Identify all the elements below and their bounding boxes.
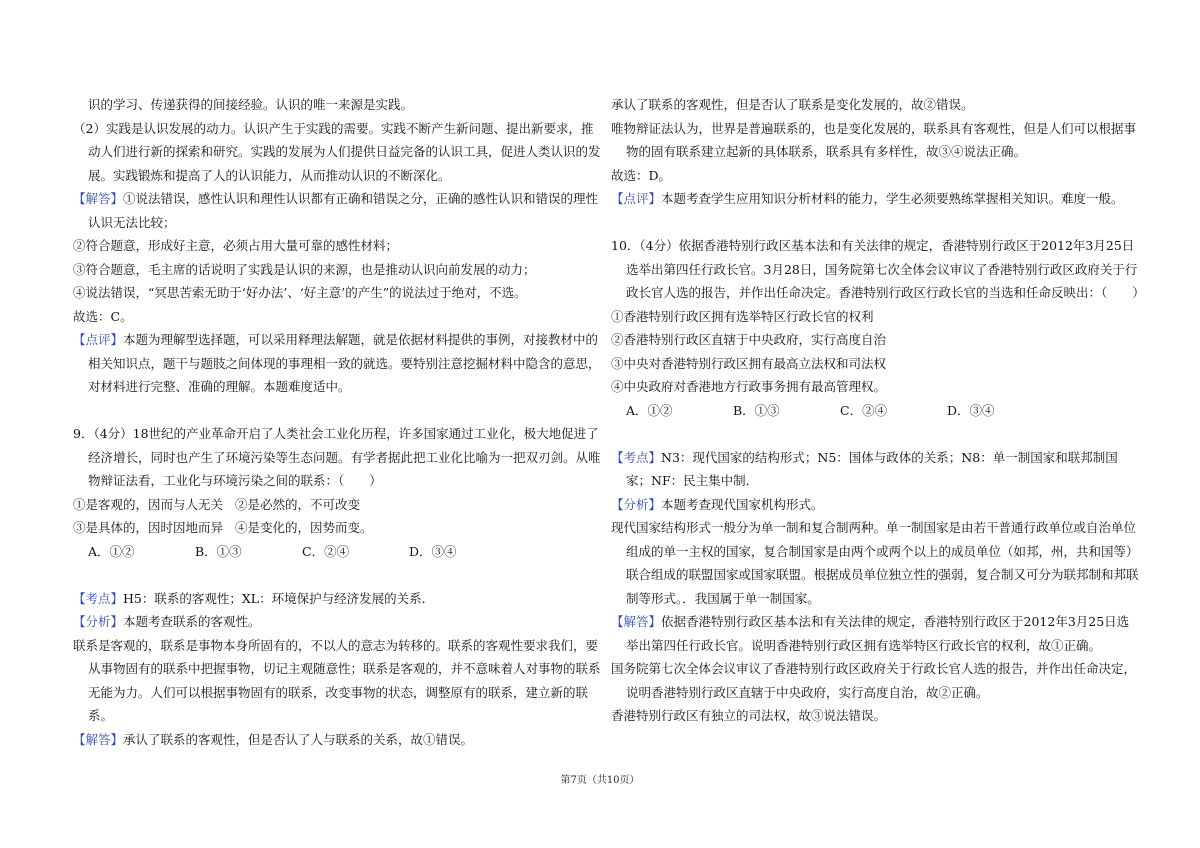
answer-paragraph xyxy=(73,728,603,752)
analysis-text: 本题考查现代国家机构形式。 xyxy=(661,496,824,512)
answer-tag: 【解答】 xyxy=(73,731,124,747)
paragraph: ③符合题意，毛主席的话说明了实践是认识的来源，也是推动认识向前发展的动力； xyxy=(73,261,536,277)
option-a: A．①② xyxy=(626,402,673,418)
question-10: 10．（4分）依据香港特别行政区基本法和有关法律的规定，香港特别行政区于2012年3月25日选举出第四任行政长官。3月28日，国务院第七次全体会议审议了香港特别行政区政府关于行政长官人选的报告，并作出任命决定。香港特别行政区行政长官的当选和任命反映出：（ ） xyxy=(611,238,1145,300)
comment-paragraph xyxy=(611,187,1141,211)
key-point xyxy=(73,587,603,611)
answer-choice: 故选：C。 xyxy=(73,308,133,324)
left-column xyxy=(73,93,603,751)
paragraph: ②符合题意，形成好主意，必须占用大量可靠的感性材料； xyxy=(73,238,399,253)
answer-text: 依据香港特别行政区基本法和有关法律的规定，香港特别行政区于2012年3月25日选举出第四任行政长官。说明香港特别行政区拥有选举特区行政长官的权利，故①正确。 xyxy=(626,614,1130,653)
paragraph: 国务院第七次全体会议审议了香港特别行政区政府关于行政长官人选的报告，并作出任命决定，说明香港特别行政区直辖于中央政府，实行高度自治，故②正确。 xyxy=(611,661,1137,700)
item: ③是具体的，因时因地而异 xyxy=(73,520,224,535)
answer-tag: 【解答】 xyxy=(611,614,662,629)
comment-text: 本题考查学生应用知识分析材料的能力，学生必须要熟练掌握相关知识。难度一般。 xyxy=(661,191,1124,206)
paragraph: 现代国家结构形式一般分为单一制和复合制两种。单一制国家是由若干普通行政单位或自治单位组成的单一主权的国家，复合制国家是由两个或两个以上的成员单位（如邦，州，共和国等）联合组成的联盟国家或国家联盟。根据成员单位独立性的强弱，复合制又可分为联邦制和邦联制等形式。．我国属于单一制国家。 xyxy=(611,520,1139,606)
item: ②是必然的，不可改变 xyxy=(235,496,361,512)
answer-text: 承认了联系的客观性，但是否认了人与联系的关系，故①错误。 xyxy=(123,731,474,747)
analysis xyxy=(73,610,603,634)
paragraph: （2）实践是认识发展的动力。认识产生于实践的需要。实践不断产生新问题、提出新要求，推动人们进行新的探索和研究。实践的发展为人们提供日益完备的认识工具，促进人类认识的发展。实践锻炼和提高了人的认识能力，从而推动认识的不断深化。 xyxy=(73,120,601,183)
item: ①是客观的，因而与人无关 xyxy=(73,496,224,512)
key-point xyxy=(611,446,1141,493)
item: ④是变化的，因势而变。 xyxy=(235,520,373,535)
item: ②香港特别行政区直辖于中央政府，实行高度自治 xyxy=(611,332,887,347)
paragraph: 识的学习、传递获得的间接经验。认识的唯一来源是实践。 xyxy=(88,97,414,112)
comment-tag: 【点评】 xyxy=(611,191,662,206)
question-9-items-row-2 xyxy=(73,516,603,540)
paragraph: 香港特别行政区有独立的司法权，故③说法错误。 xyxy=(611,708,887,723)
item: ①香港特别行政区拥有选举特区行政长官的权利 xyxy=(611,308,874,324)
page-footer: 第7页（共10页） xyxy=(560,775,640,786)
analysis-tag: 【分析】 xyxy=(611,496,662,512)
option-d: D．③④ xyxy=(947,402,995,418)
comment-paragraph xyxy=(73,328,603,399)
question-9-items-row-1 xyxy=(73,493,603,517)
analysis-text: 本题考查联系的客观性。 xyxy=(123,614,261,629)
paragraph: 联系是客观的，联系是事物本身所固有的，不以人的意志为转移的。联系的客观性要求我们，要从事物固有的联系中把握事物，切记主观随意性；联系是客观的，并不意味着人对事物的联系无能为力。人们可以根据事物固有的联系，改变事物的状态，调整原有的联系，建立新的联系。 xyxy=(73,637,601,723)
right-column xyxy=(611,93,1145,728)
key-point-tag: 【考点】 xyxy=(611,449,662,465)
option-c: C．②④ xyxy=(840,402,888,418)
item: ③中央对香港特别行政区拥有最高立法权和司法权 xyxy=(611,355,887,371)
answer-tag: 【解答】 xyxy=(73,191,124,206)
comment-text: 本题为理解型选择题，可以采用释理法解题，就是依据材料提供的事例，对接教材中的相关知识点，题干与题肢之间体现的事理相一致的就选。要特别注意挖掘材料中隐含的意思，对材料进行完整、准确的理解。本题难度适中。 xyxy=(88,332,601,394)
question-10-options xyxy=(611,399,1141,423)
option-d: D．③④ xyxy=(409,543,457,559)
key-point-tag: 【考点】 xyxy=(73,590,124,606)
key-point-text: H5：联系的客观性；XL：环境保护与经济发展的关系． xyxy=(123,590,435,606)
answer-paragraph xyxy=(611,610,1141,657)
answer-text: ①说法错误，感性认识和理性认识都有正确和错误之分，正确的感性认识和错误的理性认识无法比较； xyxy=(88,191,599,230)
option-b: B．①③ xyxy=(733,402,780,418)
item: ④中央政府对香港地方行政事务拥有最高管理权。 xyxy=(611,379,887,394)
option-a: A．①② xyxy=(88,543,135,559)
analysis xyxy=(611,493,1141,517)
key-point-text: N3：现代国家的结构形式；N5：国体与政体的关系；N8：单一制国家和联邦制国家；NF：民主集中制． xyxy=(626,449,1118,488)
answer-paragraph xyxy=(73,187,603,234)
comment-tag: 【点评】 xyxy=(73,332,124,347)
paragraph: ④说法错误，“冥思苦索无助于‘好办法’、‘好主意’的产生”的说法过于绝对，不选。 xyxy=(73,285,527,300)
answer-choice: 故选：D。 xyxy=(611,167,672,183)
option-c: C．②④ xyxy=(302,543,350,559)
question-9: 9．（4分）18世纪的产业革命开启了人类社会工业化历程，许多国家通过工业化，极大地促进了经济增长，同时也产生了环境污染等生态问题。有学者据此把工业化比喻为一把双刃剑。从唯物辩证法看，工业化与环境污染之间的联系：（ ） xyxy=(73,426,601,488)
question-9-options xyxy=(73,540,603,564)
paragraph: 唯物辩证法认为，世界是普遍联系的，也是变化发展的，联系具有客观性，但是人们可以根据事物的固有联系建立起新的具体联系，联系具有多样性，故③④说法正确。 xyxy=(611,120,1137,159)
option-b: B．①③ xyxy=(195,543,242,559)
analysis-tag: 【分析】 xyxy=(73,614,124,629)
paragraph: 承认了联系的客观性，但是否认了联系是变化发展的，故②错误。 xyxy=(611,97,974,112)
